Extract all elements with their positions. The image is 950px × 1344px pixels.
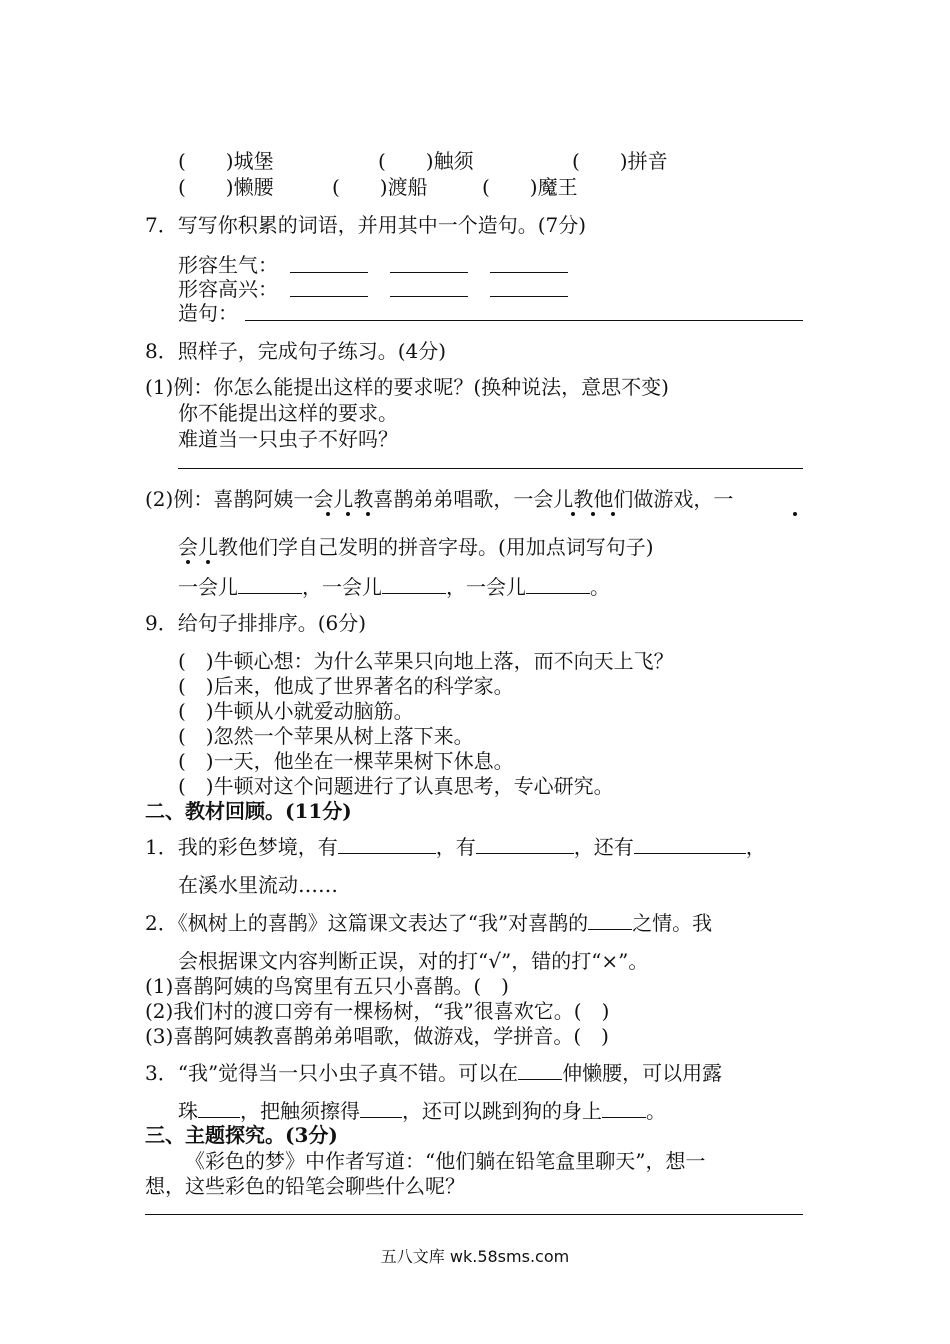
sec2-q3-text: 3．“我”觉得当一只小虫子真不错。可以在 [145, 1061, 519, 1085]
answer-blank[interactable] [526, 575, 590, 594]
answer-blank[interactable] [588, 911, 632, 930]
answer-line[interactable] [178, 468, 803, 469]
answer-blank[interactable] [238, 575, 302, 594]
q6-item: ( )渡船 [332, 175, 428, 199]
q9-item: ( )牛顿从小就爱动脑筋。 [178, 699, 414, 723]
section-2-title: 二、教材回顾。(11分) [145, 799, 352, 823]
sec3-line1: 《彩色的梦》中作者写道：“他们躺在铅笔盒里聊天”，想一 [185, 1149, 706, 1173]
answer-line[interactable] [490, 272, 568, 273]
q8-ex2-line1: (2)例：喜鹊阿姨一会儿教喜鹊弟弟唱歌，一会儿教他们做游戏，一 [145, 487, 734, 511]
answer-blank[interactable] [602, 1099, 646, 1118]
answer-blank[interactable] [382, 575, 446, 594]
answer-blank[interactable] [360, 1099, 402, 1118]
q9-item: ( )一天，他坐在一棵苹果树下休息。 [178, 749, 514, 773]
q6-item: ( )触须 [378, 149, 474, 173]
sec2-q1-text: 1．我的彩色梦境，有 [145, 835, 338, 859]
answer-blank[interactable] [634, 835, 746, 854]
q6-item: ( )魔王 [482, 175, 578, 199]
sec2-q2-item: (2)我们村的渡口旁有一棵杨树，“我”很喜欢它。( ) [145, 999, 610, 1023]
q8-ex1-question: 难道当一只虫子不好吗？ [178, 427, 398, 451]
sec2-q3-text: ，把触须擦得 [240, 1099, 360, 1123]
q9-item: ( )牛顿心想：为什么苹果只向地上落，而不向天上飞？ [178, 649, 674, 673]
sec2-q2 [145, 910, 712, 936]
q7-sentence-label: 造句： [178, 301, 238, 325]
answer-blank[interactable] [198, 1099, 240, 1118]
sec2-q1 [145, 834, 766, 860]
sec3-line2: 想，这些彩色的铅笔会聊些什么呢？ [145, 1174, 465, 1198]
footer-watermark: 五八文库 wk.58sms.com [380, 1247, 570, 1266]
section-3-title: 三、主题探究。(3分) [145, 1123, 338, 1147]
emphasis-dot [793, 512, 797, 516]
answer-line[interactable] [245, 320, 803, 321]
answer-blank[interactable] [338, 835, 436, 854]
emphasis-dot [591, 512, 595, 516]
q9-item: ( )牛顿对这个问题进行了认真思考，专心研究。 [178, 774, 614, 798]
q7-happy-label: 形容高兴： [178, 277, 278, 301]
q9-title: 9．给句子排排序。(6分) [145, 611, 367, 635]
sec2-q2-line2: 会根据课文内容判断正误，对的打“√”，错的打“×”。 [178, 949, 649, 973]
sec2-q2-text: 2．《枫树上的喜鹊》这篇课文表达了“我”对喜鹊的 [145, 911, 589, 935]
answer-line[interactable] [145, 1214, 803, 1215]
q8-ex1: (1)例：你怎么能提出这样的要求呢？(换种说法，意思不变) [145, 375, 669, 399]
q8-ex2-answer [178, 574, 610, 600]
answer-line[interactable] [490, 296, 568, 297]
sec2-q1-text: ，还有 [573, 835, 634, 859]
sec2-q3-text: ，还可以跳到狗的身上 [402, 1099, 602, 1123]
q9-item: ( )忽然一个苹果从树上落下来。 [178, 724, 474, 748]
sec2-q3-line2 [178, 1098, 666, 1124]
emphasis-dot [186, 560, 190, 564]
answer-blank[interactable] [518, 1061, 562, 1080]
sec2-q1-text: ， [745, 835, 766, 859]
sec2-q2-text: 之情。我 [632, 911, 713, 935]
answer-line[interactable] [290, 272, 368, 273]
sec2-q2-item: (1)喜鹊阿姨的鸟窝里有五只小喜鹊。( ) [145, 974, 509, 998]
sec2-q3-text: 珠 [178, 1099, 198, 1123]
q8-part-word: 一会儿 [466, 575, 526, 599]
sec2-q3 [145, 1060, 722, 1086]
emphasis-dot [571, 512, 575, 516]
answer-line[interactable] [390, 296, 468, 297]
answer-blank[interactable] [476, 835, 574, 854]
q8-period: 。 [590, 575, 610, 599]
q6-item: ( )拼音 [572, 149, 668, 173]
emphasis-dot [366, 512, 370, 516]
sec2-q1-line2: 在溪水里流动…… [178, 873, 338, 897]
q8-part-word: 一会儿 [322, 575, 382, 599]
q8-part-word: 一会儿 [178, 575, 238, 599]
q6-item: ( )懒腰 [178, 175, 274, 199]
q7-angry-label: 形容生气： [178, 253, 278, 277]
emphasis-dot [326, 512, 330, 516]
answer-line[interactable] [290, 296, 368, 297]
q6-item: ( )城堡 [178, 149, 274, 173]
answer-line[interactable] [390, 272, 468, 273]
sec2-q3-text: 伸懒腰，可以用露 [562, 1061, 723, 1085]
q8-comma: ， [302, 575, 322, 599]
q8-comma: ， [446, 575, 466, 599]
sec2-q2-item: (3)喜鹊阿姨教喜鹊弟弟唱歌，做游戏，学拼音。( ) [145, 1024, 609, 1048]
emphasis-dot [611, 512, 615, 516]
emphasis-dot [206, 560, 210, 564]
sec2-q1-text: ，有 [435, 835, 476, 859]
q7-title: 7．写写你积累的词语，并用其中一个造句。(7分) [145, 213, 587, 237]
sec2-q3-text: 。 [646, 1099, 666, 1123]
emphasis-dot [346, 512, 350, 516]
q9-item: ( )后来，他成了世界著名的科学家。 [178, 674, 514, 698]
q8-ex2-line2: 会儿教他们学自己发明的拼音字母。(用加点词写句子) [178, 535, 654, 559]
q8-title: 8．照样子，完成句子练习。(4分) [145, 339, 447, 363]
q8-ex1-answer: 你不能提出这样的要求。 [178, 401, 398, 425]
